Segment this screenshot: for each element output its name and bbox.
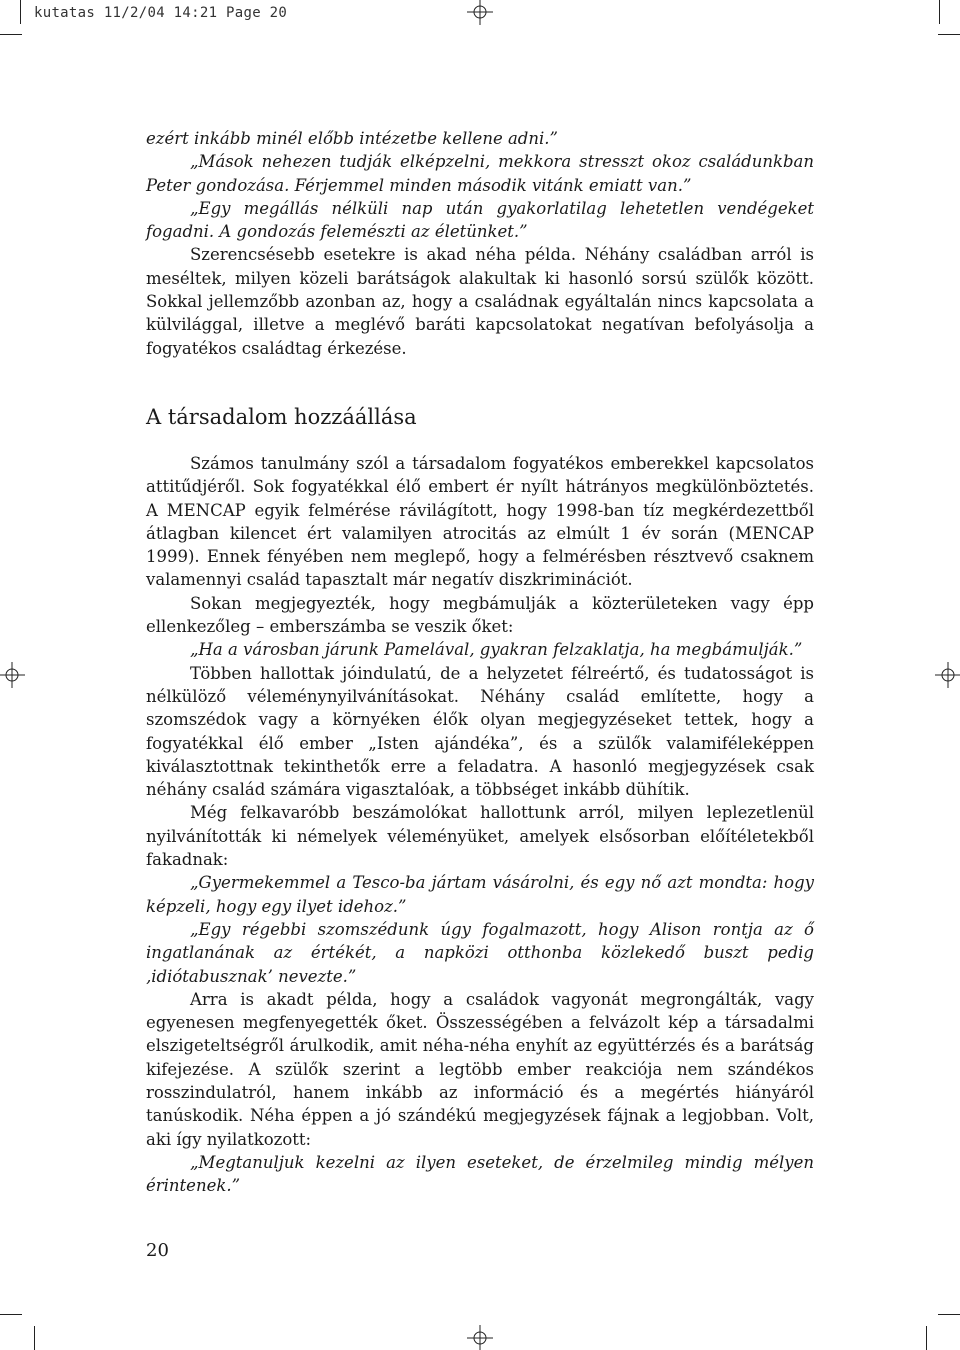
main-text-block xyxy=(146,452,814,1198)
crop-mark-top-right-v xyxy=(939,0,940,24)
paragraph: Számos tanulmány szól a társadalom fogyatékos emberekkel kapcsolatos attitűdjéről. Sok fogyatékkal élő embert ér nyílt hátrányos megkülönböztetés. A MENCAP egyik felmérése rávilágított, hogy 1998-ban tíz megkérdezettből átlagban kilencet ért valamilyen atrocitás az elmúlt 1 év során (MENCAP 1999). Ennek fényében nem meglepő, hogy a felmérésben résztvevő csaknem valamennyi család tapasztalt már negatív diszkriminációt. xyxy=(146,454,814,590)
registration-mark-right-icon xyxy=(930,660,960,690)
registration-mark-left-icon xyxy=(0,660,30,690)
paragraph: Szerencsésebb esetekre is akad néha példa. Néhány családban arról is meséltek, milyen közeli barátságok alakultak ki hasonló sorsú szülők között. Sokkal jellemzőbb azonban az, hogy a családnak egyáltalán nincs kapcsolata a külvilággal, illetve a meglévő baráti kapcsolatokat negatívan befolyásolja a fogyatékos családtag érkezése. xyxy=(146,245,814,358)
page-number: 20 xyxy=(146,1240,169,1261)
quote-paragraph: „Gyermekemmel a Tesco-ba jártam vásárolni, és egy nő azt mondta: hogy képzeli, hogy egy ilyet idehoz.” xyxy=(146,873,814,916)
section-heading: A társadalom hozzáállása xyxy=(146,405,417,429)
quote-paragraph: „Megtanuljuk kezelni az ilyen eseteket, de érzelmileg mindig mélyen érintenek.” xyxy=(146,1152,814,1196)
quote-paragraph: „Mások nehezen tudják elképzelni, mekkora stresszt okoz családunkban Peter gondozása. Férjemmel minden második vitánk emiatt van.” xyxy=(146,152,814,195)
crop-mark-bottom-left-v xyxy=(34,1326,35,1350)
registration-mark-bottom-icon xyxy=(465,1320,495,1350)
paragraph: Többen hallottak jóindulatú, de a helyzetet félreértő, és tudatosságot is nélkülöző véleménynyilvánításokat. Néhány család említette, hogy a szomszédok vagy a környéken élők olyan megjegyzéseket tettek, hogy a fogyatékkal élő ember „Isten ajándéka”, és a szülők valamiféleképpen kiválasztottnak tekinthetők erre a feladatra. A hasonló megjegyzések csak néhány család számára vigasztalóak, a többséget inkább dühítik. xyxy=(146,663,814,800)
registration-mark-top-icon xyxy=(465,0,495,30)
top-text-block xyxy=(146,127,814,360)
quote-paragraph: „Ha a városban járunk Pamelával, gyakran felzaklatja, ha megbámulják.” xyxy=(190,640,803,660)
crop-mark-bottom-right-h xyxy=(938,1314,960,1315)
paragraph: Sokan megjegyezték, hogy megbámulják a közterületeken vagy épp ellenkezőleg – emberszámba se veszik őket: xyxy=(146,593,814,637)
paragraph: Arra is akadt példa, hogy a családok vagyonát megrongálták, vagy egyenesen megfenyegették őket. Összességében a felvázolt kép a társadalmi elszigeteltségről árulkodik, amit néha-néha enyhít az együttérzés és a barátság kifejezése. A szülők szerint a legtöbb ember reakciója nem szándékos rosszindulatról, hanem inkább az információ és a megértés hiányáról tanúskodik. Néha éppen a jó szándékú megjegyzések fájnak a legjobban. Volt, aki így nyilatkozott: xyxy=(146,989,814,1149)
crop-mark-top-left-v xyxy=(20,0,21,24)
crop-mark-top-left-h xyxy=(0,34,22,35)
quote-paragraph: „Egy régebbi szomszédunk úgy fogalmazott, hogy Alison rontja az ő ingatlanának az értékét, a napközi otthonba közlekedő buszt pedig ‚idiótabusznak’ nevezte.” xyxy=(146,919,814,986)
quote-paragraph: ezért inkább minél előbb intézetbe kellene adni.” xyxy=(146,129,558,148)
print-slug: kutatas 11/2/04 14:21 Page 20 xyxy=(34,5,288,21)
crop-mark-top-right-h xyxy=(938,34,960,35)
crop-mark-bottom-left-h xyxy=(0,1314,22,1315)
paragraph: Még felkavaróbb beszámolókat hallottunk arról, milyen leplezetlenül nyilvánították ki némelyek véleményüket, amelyek elsősorban előítéletekből fakadnak: xyxy=(146,803,814,870)
quote-paragraph: „Egy megállás nélküli nap után gyakorlatilag lehetetlen vendégeket fogadni. A gondozás felemészti az életünket.” xyxy=(146,198,814,242)
crop-mark-bottom-right-v xyxy=(926,1326,927,1350)
